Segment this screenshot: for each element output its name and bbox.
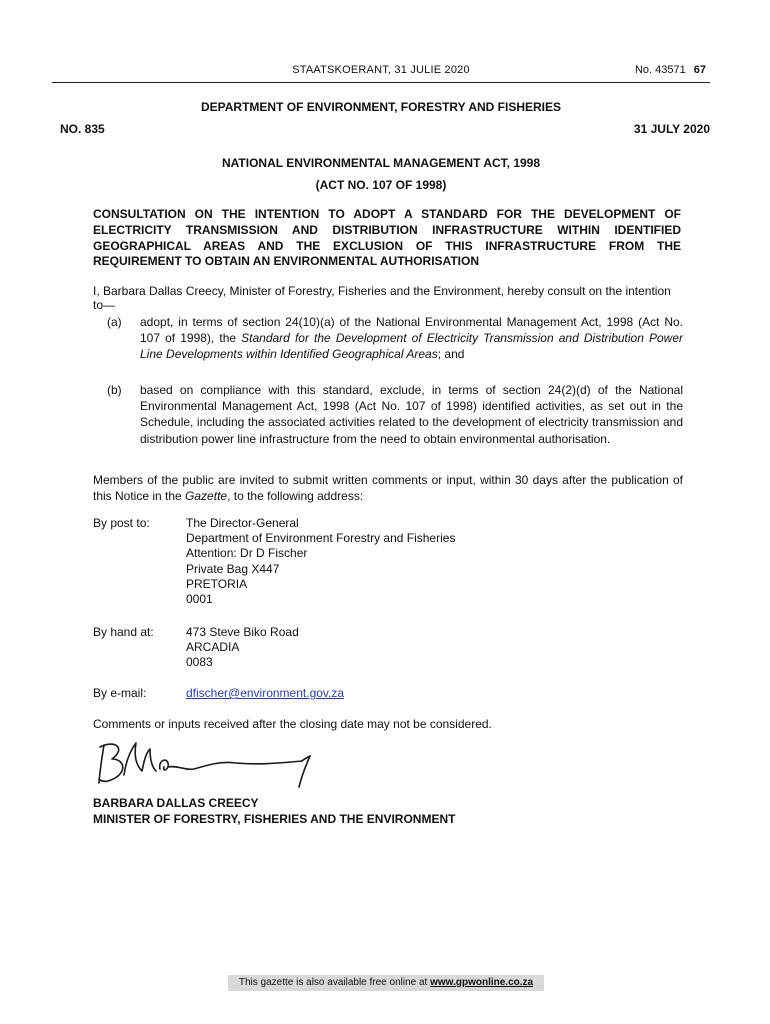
address-line: PRETORIA (186, 576, 248, 591)
signatory-name: BARBARA DALLAS CREECY (93, 796, 259, 810)
item-a-ending: ; and (437, 347, 465, 362)
address-line: ARCADIA (186, 640, 240, 655)
address-line: The Director-General (186, 516, 299, 530)
header-rule (52, 82, 710, 83)
act-title: NATIONAL ENVIRONMENTAL MANAGEMENT ACT, 1998 (221, 156, 541, 170)
street-address (186, 625, 299, 671)
standard-title: Standard for the Development of Electricity Transmission and Distribution Power Line Developments within Identified Geographical Areas (140, 331, 683, 362)
email-address-row (186, 686, 344, 701)
list-item-text (140, 314, 683, 363)
signature-image (90, 735, 330, 793)
gazette-word: Gazette (185, 489, 228, 504)
intro-paragraph: I, Barbara Dallas Creecy, Minister of Forestry, Fisheries and the Environment, hereby consult on the intention to— (93, 284, 671, 312)
list-marker: (a) (107, 315, 122, 329)
footer-link[interactable]: www.gpwonline.co.za (430, 977, 534, 988)
address-line: Private Bag X447 (186, 561, 280, 576)
running-head (52, 64, 710, 80)
invitation-text: Members of the public are invited to submit written comments or input, within 30 days after the publication of this Notice in the (93, 473, 683, 504)
list-item-a (93, 314, 683, 363)
act-number: (ACT NO. 107 OF 1998) (315, 178, 447, 192)
postal-address (186, 516, 455, 607)
list-item-b (93, 382, 683, 447)
address-line: Attention: Dr D Fischer (186, 546, 308, 561)
gazette-title: STAATSKOERANT, 31 JULIE 2020 (292, 64, 470, 76)
issue-info (635, 64, 706, 76)
address-line: 0083 (186, 655, 213, 670)
email-link[interactable]: dfischer@environment.gov.za (186, 686, 345, 700)
list-marker: (b) (107, 383, 122, 397)
public-invitation-paragraph (93, 472, 683, 504)
address-line: 0001 (186, 592, 213, 607)
issue-number: No. 43571 (634, 64, 686, 76)
footer-banner (228, 975, 544, 991)
signatory-block (93, 796, 455, 827)
page-number: 67 (693, 64, 706, 76)
closing-note: Comments or inputs received after the closing date may not be considered. (93, 717, 492, 731)
notice-date: 31 JULY 2020 (633, 122, 710, 136)
list-item-text: based on compliance with this standard, exclude, in terms of section 24(2)(d) of the National Environmental Management Act, 1998 (Act No. 107 of 1998) identified activities, as set out in the Schedule, including the associated activities related to the development of electricity transmission and distribution power line infrastructure from the need to obtain environmental authorisation. (140, 383, 683, 446)
email-label: By e-mail: (93, 686, 147, 700)
item-a-text: adopt, in terms of section 24(10)(a) of the National Environmental Management Act, 1998 (Act No. 107 of 1998), the (140, 315, 683, 346)
notice-heading: CONSULTATION ON THE INTENTION TO ADOPT A STANDARD FOR THE DEVELOPMENT OF ELECTRICITY TRANSMISSION AND DISTRIBUTION INFRASTRUCTURE WITHIN IDENTIFIED GEOGRAPHICAL AREAS AND THE EXCLUSION OF THIS INFRASTRUCTURE FROM THE REQUIREMENT TO OBTAIN AN ENVIRONMENTAL AUTHORISATION (93, 207, 681, 269)
footer-text: This gazette is also available free online at (238, 977, 431, 988)
address-line: 473 Steve Biko Road (186, 625, 299, 639)
invitation-ending: , to the following address: (227, 489, 364, 504)
notice-number: NO. 835 (60, 122, 105, 136)
act-title-block (52, 152, 710, 196)
signatory-title: MINISTER OF FORESTRY, FISHERIES AND THE ENVIRONMENT (93, 811, 456, 826)
hand-label: By hand at: (93, 625, 154, 639)
post-label: By post to: (93, 516, 150, 530)
department-title: DEPARTMENT OF ENVIRONMENT, FORESTRY AND FISHERIES (200, 100, 562, 114)
address-line: Department of Environment Forestry and Fisheries (186, 531, 456, 546)
